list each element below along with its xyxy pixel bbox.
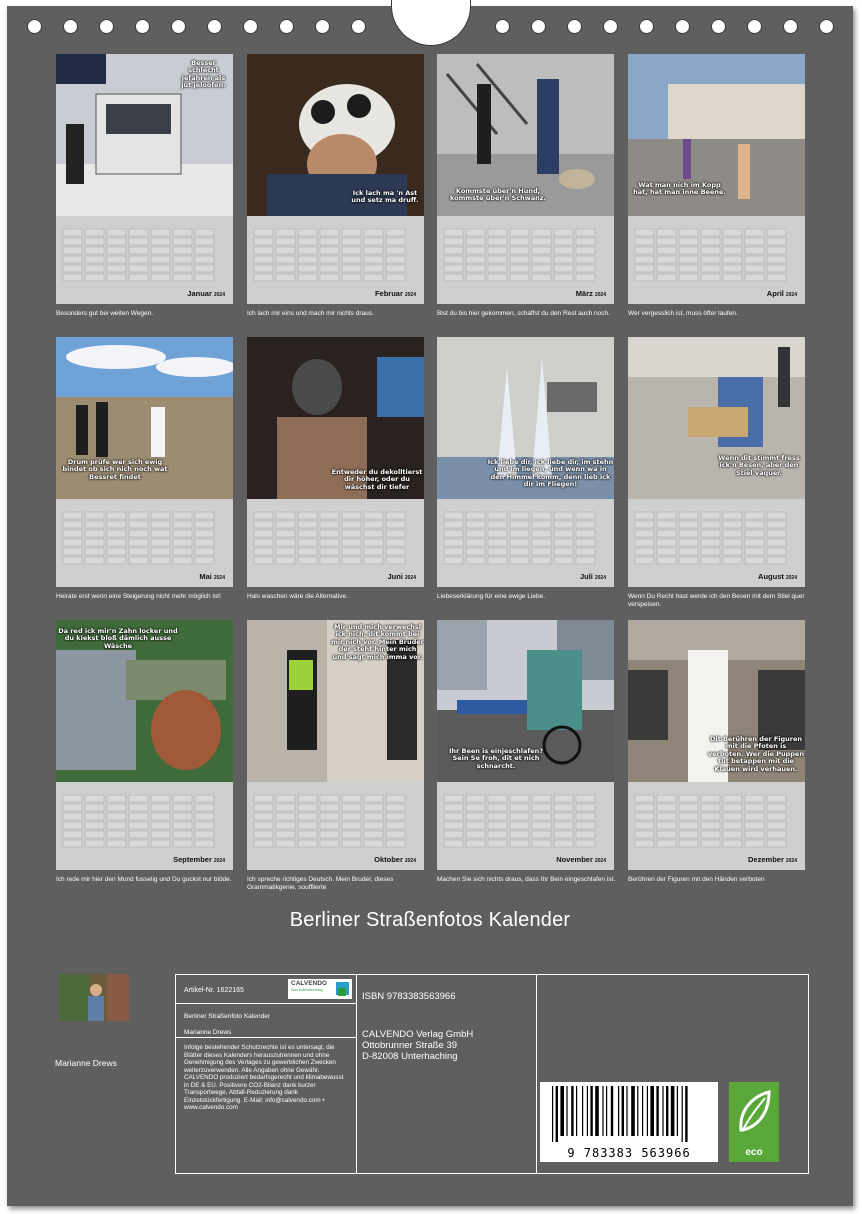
svg-text:·: · <box>387 790 388 794</box>
day-grid <box>634 505 799 567</box>
photo-quote: Drum prüfe wer sich ewig bindet ob sich nich noch wat Bessret findet <box>62 458 168 481</box>
svg-text:·: · <box>658 507 659 511</box>
month-year: 2024 <box>594 575 606 581</box>
month-year: 2024 <box>594 858 606 864</box>
svg-text:·: · <box>555 790 556 794</box>
calvendo-logo <box>288 979 352 999</box>
month-name <box>758 572 797 581</box>
svg-text:·: · <box>108 507 109 511</box>
svg-text:·: · <box>64 224 65 228</box>
photo-quote: Besser schlecht jefahren als jut jeloofen. <box>181 59 226 90</box>
month-caption: Bist du bis hier gekommen, schaffst du den Rest auch noch. <box>437 310 610 317</box>
author-photo <box>59 974 129 1021</box>
month-label: November <box>556 855 593 864</box>
product-title: Berliner Straßenfoto Kalender <box>184 1013 270 1020</box>
svg-text:·: · <box>746 790 747 794</box>
svg-text:·: · <box>702 790 703 794</box>
svg-text:·: · <box>577 507 578 511</box>
binding-hole <box>711 19 726 34</box>
svg-text:·: · <box>467 224 468 228</box>
month-page-9 <box>56 620 233 870</box>
month-page-10 <box>247 620 424 870</box>
svg-text:·: · <box>489 790 490 794</box>
month-year: 2024 <box>404 292 416 298</box>
logo-tagline: Dein Kalenderverlag <box>291 987 323 992</box>
month-page-7 <box>437 337 614 587</box>
binding-hole <box>171 19 186 34</box>
svg-text:·: · <box>577 224 578 228</box>
month-name <box>767 289 797 298</box>
svg-text:·: · <box>152 507 153 511</box>
binding-hole <box>351 19 366 34</box>
binding-hole <box>135 19 150 34</box>
svg-text:·: · <box>255 507 256 511</box>
eco-badge <box>729 1082 779 1162</box>
month-year: 2024 <box>785 575 797 581</box>
month-page-6 <box>247 337 424 587</box>
month-caption: Ich lach mir eins und mach mir nichts draus. <box>247 310 374 317</box>
binding-hole <box>207 19 222 34</box>
svg-text:·: · <box>108 224 109 228</box>
svg-text:·: · <box>152 224 153 228</box>
svg-text:·: · <box>343 507 344 511</box>
hanger-cutout <box>391 0 471 46</box>
month-name <box>580 572 606 581</box>
binding-hole <box>603 19 618 34</box>
month-label: Dezember <box>748 855 784 864</box>
month-page-3 <box>437 54 614 304</box>
month-photo <box>437 337 614 499</box>
binding-hole <box>315 19 330 34</box>
month-page-4 <box>628 54 805 304</box>
svg-text:·: · <box>365 224 366 228</box>
svg-text:·: · <box>130 507 131 511</box>
month-name <box>187 289 225 298</box>
day-grid <box>253 505 418 567</box>
binding-hole <box>819 19 834 34</box>
binding-hole <box>747 19 762 34</box>
month-photo <box>56 54 233 216</box>
month-year: 2024 <box>404 575 416 581</box>
svg-text:·: · <box>511 790 512 794</box>
svg-text:·: · <box>533 790 534 794</box>
month-year: 2024 <box>594 292 606 298</box>
barcode-digits: 9 783383 563966 <box>567 1146 691 1160</box>
month-label: Februar <box>374 289 403 298</box>
month-caption: Besonders gut bei weiten Wegen. <box>56 310 154 317</box>
day-grid <box>62 222 227 284</box>
publisher-name: CALVENDO Verlag GmbH <box>362 1029 474 1040</box>
day-grid <box>634 788 799 850</box>
author-name: Marianne Drews <box>55 1058 117 1068</box>
month-photo <box>56 620 233 782</box>
binding-hole <box>639 19 654 34</box>
svg-text:·: · <box>680 224 681 228</box>
svg-text:·: · <box>467 507 468 511</box>
month-name <box>556 855 606 864</box>
calendar-title: Berliner Straßenfotos Kalender <box>289 909 571 931</box>
month-year: 2024 <box>785 292 797 298</box>
svg-text:·: · <box>702 507 703 511</box>
day-grid <box>634 222 799 284</box>
svg-text:·: · <box>555 224 556 228</box>
svg-text:·: · <box>255 224 256 228</box>
month-page-12 <box>628 620 805 870</box>
svg-text:·: · <box>86 507 87 511</box>
svg-text:·: · <box>196 507 197 511</box>
month-year: 2024 <box>785 858 797 864</box>
svg-text:·: · <box>658 224 659 228</box>
month-name <box>748 855 797 864</box>
svg-text:·: · <box>343 790 344 794</box>
svg-text:·: · <box>511 507 512 511</box>
day-grid <box>62 505 227 567</box>
month-label: April <box>766 289 784 298</box>
svg-text:·: · <box>387 507 388 511</box>
month-year: 2024 <box>213 575 225 581</box>
day-grid <box>443 505 608 567</box>
month-photo <box>437 54 614 216</box>
day-grid <box>253 788 418 850</box>
svg-text:·: · <box>724 224 725 228</box>
month-caption: Wer vergesslich ist, muss öfter laufen. <box>628 310 738 317</box>
svg-text:·: · <box>343 224 344 228</box>
svg-text:·: · <box>724 507 725 511</box>
svg-text:·: · <box>702 224 703 228</box>
binding-hole <box>99 19 114 34</box>
day-grid <box>443 788 608 850</box>
svg-text:·: · <box>174 507 175 511</box>
article-number: Artikel-Nr. 1622165 <box>184 987 244 994</box>
month-caption: Ich spreche richtiges Deutsch. Mein Bruder, dieses Grammatikgenie, soufflierte <box>247 876 394 892</box>
month-year: 2024 <box>213 858 225 864</box>
binding-hole <box>243 19 258 34</box>
binding-hole <box>675 19 690 34</box>
svg-text:·: · <box>299 224 300 228</box>
month-label: Juli <box>579 572 593 581</box>
svg-text:·: · <box>533 224 534 228</box>
binding-hole <box>27 19 42 34</box>
photo-quote: Da red ick mir'n Zahn locker und du kiekst bloß dämlich ausse Wäsche <box>58 627 178 650</box>
svg-text:·: · <box>86 790 87 794</box>
photo-quote: Wenn dit stimmt fress ick'n Besen, aber den Stiel vaquer. <box>718 454 800 477</box>
month-caption: Hals waschen wäre die Alternative. <box>247 593 348 600</box>
photo-quote: Ick lach ma 'n Ast und setz ma druff. <box>351 189 419 205</box>
month-caption: Machen Sie sich nichts draus, dass Ihr Bein eingeschlafen ist. <box>437 876 616 883</box>
month-photo <box>628 337 805 499</box>
svg-text:·: · <box>680 790 681 794</box>
binding-hole <box>567 19 582 34</box>
day-grid <box>62 788 227 850</box>
svg-text:·: · <box>746 507 747 511</box>
binding-hole <box>783 19 798 34</box>
photo-quote: Ick liebe dir, ick liebe dir, im stehn und im liegen, und wenn wa in den Himmel komm, denn lieb ick dir im Fliegen! <box>487 458 614 489</box>
svg-text:·: · <box>321 224 322 228</box>
month-caption: Heirate erst wenn eine Steigerung nicht mehr möglich ist! <box>56 593 221 600</box>
month-photo <box>628 54 805 216</box>
product-author: Marianne Drews <box>184 1029 232 1036</box>
svg-text:·: · <box>299 790 300 794</box>
svg-text:·: · <box>321 507 322 511</box>
barcode <box>540 1082 718 1162</box>
photo-quote: Entweder du dekolltierst dir höher, oder du wäschst dir tiefer <box>331 468 423 491</box>
svg-text:·: · <box>365 507 366 511</box>
svg-text:·: · <box>533 507 534 511</box>
svg-text:·: · <box>636 507 637 511</box>
month-page-5 <box>56 337 233 587</box>
svg-text:·: · <box>277 224 278 228</box>
month-photo <box>56 337 233 499</box>
svg-text:·: · <box>680 507 681 511</box>
month-name <box>374 855 416 864</box>
svg-text:·: · <box>277 790 278 794</box>
svg-text:·: · <box>299 507 300 511</box>
svg-text:·: · <box>636 790 637 794</box>
binding-hole <box>531 19 546 34</box>
month-name <box>199 572 225 581</box>
month-caption: Wenn Du Recht hast werde ich den Besen mit dem Stiel quer verspeisen. <box>628 593 805 609</box>
month-page-11 <box>437 620 614 870</box>
svg-text:·: · <box>255 790 256 794</box>
month-label: Juni <box>387 572 403 581</box>
legal-notice: Infolge bestehender Schutzrechte ist es untersagt, die Blätter dieses Kalenders herauszutrennen und ohne Genehmigung des Verlages zu gewerblichen Zwecken weiterzuverwenden. Alle Angaben ohne Gewähr. CALVENDO produziert bedarfsgerecht und klimabewusst in DE & EU. Positivere CO2-Bilanz dank kurzer Transportwege, Abfall-Reduzierung dank Einzelstückfertigung. E-Mail: info@calvendo.com • www.calvendo.com <box>184 1044 344 1112</box>
svg-text:·: · <box>321 790 322 794</box>
svg-text:·: · <box>174 790 175 794</box>
month-label: Oktober <box>374 855 403 864</box>
month-year: 2024 <box>213 292 225 298</box>
photo-quote: Dit Berühren der Figuren mit die Pfoten is verboten. Wer die Puppen tut betappen mit die Klauen wird verhauen. <box>708 735 804 773</box>
day-grid <box>443 222 608 284</box>
photo-quote: Mir und mich verwechsl ick nich, dit kommt bei mir nich vor. Mein Bruder der steht hinter mich und sagt mich imma vor. <box>331 623 424 661</box>
svg-text:·: · <box>467 790 468 794</box>
isbn: ISBN 9783383563966 <box>362 991 456 1002</box>
month-caption: Ich rede mir hier den Mund fusselig und Du guckst nur blöde. <box>56 876 232 883</box>
photo-quote: Kommste über'n Hund, kommste über'n Schwanz. <box>449 187 546 203</box>
binding-hole <box>63 19 78 34</box>
month-name <box>576 289 606 298</box>
svg-text:·: · <box>64 790 65 794</box>
svg-text:·: · <box>196 224 197 228</box>
month-photo <box>247 54 424 216</box>
month-photo <box>437 620 614 782</box>
svg-text:·: · <box>658 790 659 794</box>
svg-text:·: · <box>365 790 366 794</box>
binding-hole <box>279 19 294 34</box>
svg-text:·: · <box>445 790 446 794</box>
svg-text:·: · <box>152 790 153 794</box>
month-page-1 <box>56 54 233 304</box>
day-grid <box>253 222 418 284</box>
publisher-city: D-82008 Unterhaching <box>362 1051 458 1062</box>
month-year: 2024 <box>404 858 416 864</box>
binding-hole <box>495 19 510 34</box>
svg-text:·: · <box>489 507 490 511</box>
svg-text:·: · <box>387 224 388 228</box>
svg-text:·: · <box>277 507 278 511</box>
svg-text:·: · <box>768 790 769 794</box>
svg-text:·: · <box>64 507 65 511</box>
month-label: Mai <box>199 572 212 581</box>
svg-text:·: · <box>636 224 637 228</box>
svg-text:·: · <box>577 790 578 794</box>
photo-quote: Wat man nich im Kopp hat, hat man inne Beene. <box>633 181 726 197</box>
calendar-back-cover <box>7 6 853 1206</box>
month-name <box>173 855 225 864</box>
month-label: August <box>758 572 784 581</box>
svg-text:·: · <box>746 224 747 228</box>
svg-text:·: · <box>130 790 131 794</box>
svg-text:·: · <box>130 224 131 228</box>
svg-text:·: · <box>768 507 769 511</box>
month-name <box>375 289 416 298</box>
publisher-info-box <box>175 974 809 1174</box>
month-page-2 <box>247 54 424 304</box>
eco-label: eco <box>745 1147 763 1158</box>
svg-text:·: · <box>724 790 725 794</box>
svg-text:·: · <box>86 224 87 228</box>
month-photo <box>628 620 805 782</box>
month-name <box>387 572 416 581</box>
month-page-8 <box>628 337 805 587</box>
photo-quote: Ihr Been is einjeschlafen? Sein Se froh, dit et nich schnarcht. <box>448 747 544 770</box>
svg-text:·: · <box>196 790 197 794</box>
month-photo <box>247 620 424 782</box>
leaf-icon <box>729 1082 779 1142</box>
svg-text:·: · <box>511 224 512 228</box>
month-caption: Liebeserklärung für eine ewige Liebe. <box>437 593 546 600</box>
svg-text:·: · <box>445 224 446 228</box>
svg-text:·: · <box>174 224 175 228</box>
svg-text:·: · <box>445 507 446 511</box>
svg-text:·: · <box>108 790 109 794</box>
month-photo <box>247 337 424 499</box>
month-label: September <box>173 855 212 864</box>
publisher-street: Ottobrunner Straße 39 <box>362 1040 458 1051</box>
month-label: Januar <box>187 289 212 298</box>
logo-text: CALVENDO <box>291 980 327 987</box>
svg-text:·: · <box>489 224 490 228</box>
svg-text:·: · <box>768 224 769 228</box>
month-label: März <box>575 289 593 298</box>
month-caption: Berühren der Figuren mit den Händen verboten <box>628 876 765 883</box>
svg-text:·: · <box>555 507 556 511</box>
